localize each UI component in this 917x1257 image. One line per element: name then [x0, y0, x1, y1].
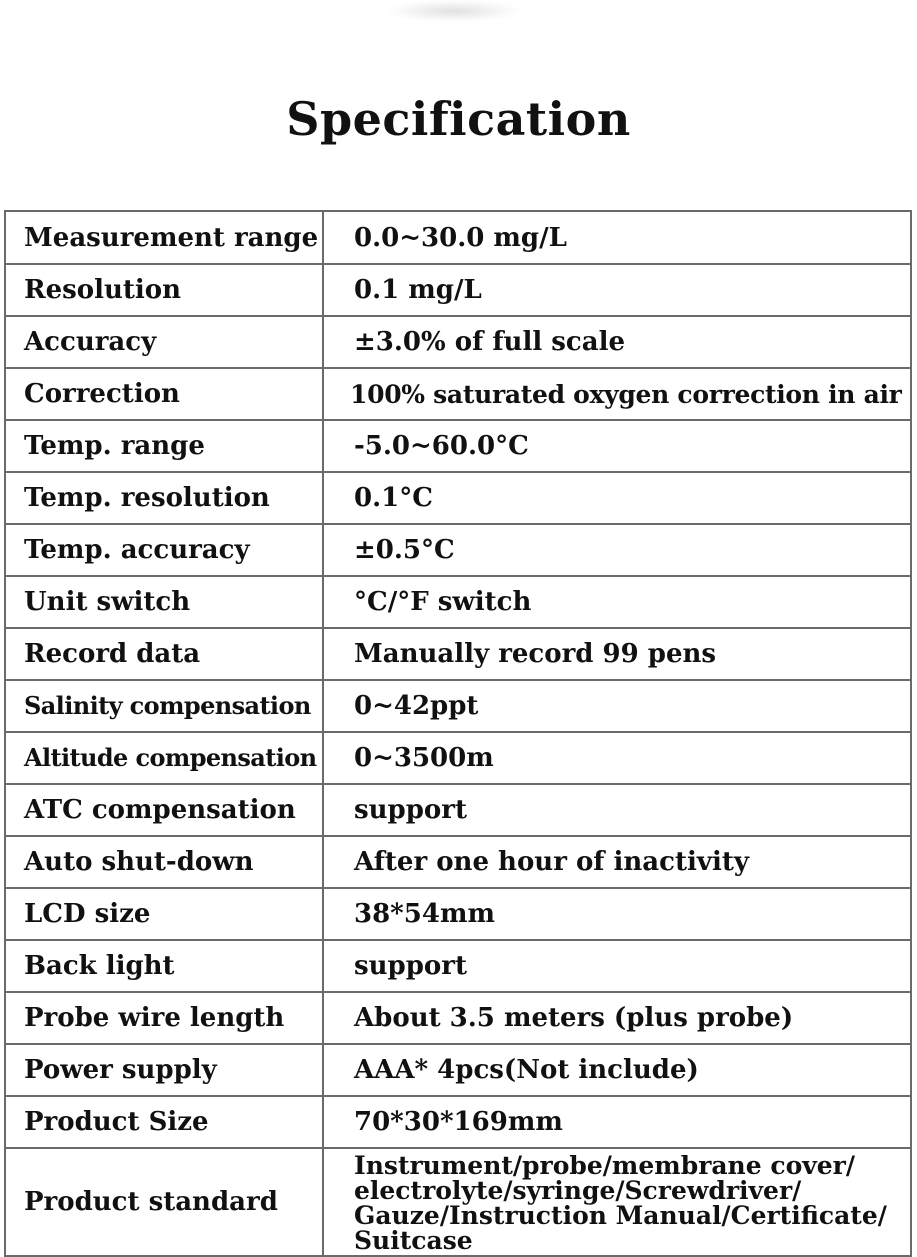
- spec-label: Correction: [5, 368, 323, 420]
- spec-value: After one hour of inactivity: [323, 836, 911, 888]
- spec-label: Resolution: [5, 264, 323, 316]
- spec-value: About 3.5 meters (plus probe): [323, 992, 911, 1044]
- spec-row-accuracy: [5, 316, 911, 368]
- spec-value: 38*54mm: [323, 888, 911, 940]
- spec-label: Product standard: [5, 1148, 323, 1256]
- spec-value: Manually record 99 pens: [323, 628, 911, 680]
- spec-value: 70*30*169mm: [323, 1096, 911, 1148]
- spec-value: support: [323, 784, 911, 836]
- spec-label: Record data: [5, 628, 323, 680]
- spec-label: Product Size: [5, 1096, 323, 1148]
- spec-label: Salinity compensation: [5, 680, 323, 732]
- spec-row-lcd-size: [5, 888, 911, 940]
- spec-label: Temp. resolution: [5, 472, 323, 524]
- page-title: Specification: [286, 92, 631, 146]
- spec-row-back-light: [5, 940, 911, 992]
- spec-label: Accuracy: [5, 316, 323, 368]
- spec-row-record-data: [5, 628, 911, 680]
- spec-value: ±3.0% of full scale: [323, 316, 911, 368]
- spec-value: -5.0~60.0°C: [323, 420, 911, 472]
- spec-row-product-standard: [5, 1148, 911, 1256]
- spec-value: Instrument/probe/membrane cover/ electrolyte/syringe/Screwdriver/ Gauze/Instruction Manual/Certificate/ Suitcase: [323, 1148, 911, 1256]
- specification-table: [4, 210, 912, 1257]
- spec-label: Power supply: [5, 1044, 323, 1096]
- spec-value: 0~3500m: [323, 732, 911, 784]
- spec-value: 0.1 mg/L: [323, 264, 911, 316]
- spec-label: ATC compensation: [5, 784, 323, 836]
- top-shadow-decoration: [388, 0, 520, 22]
- spec-label: Temp. accuracy: [5, 524, 323, 576]
- spec-value: °C/°F switch: [323, 576, 911, 628]
- spec-value: 0.1°C: [323, 472, 911, 524]
- spec-row-temp-resolution: [5, 472, 911, 524]
- spec-label: Probe wire length: [5, 992, 323, 1044]
- spec-label: Temp. range: [5, 420, 323, 472]
- spec-row-atc-compensation: [5, 784, 911, 836]
- spec-row-measurement-range: [5, 211, 911, 264]
- spec-label: Measurement range: [5, 211, 323, 264]
- spec-row-unit-switch: [5, 576, 911, 628]
- spec-label: LCD size: [5, 888, 323, 940]
- spec-row-correction: [5, 368, 911, 420]
- spec-row-resolution: [5, 264, 911, 316]
- spec-row-temp-range: [5, 420, 911, 472]
- spec-label: Back light: [5, 940, 323, 992]
- spec-value: support: [323, 940, 911, 992]
- spec-label: Auto shut-down: [5, 836, 323, 888]
- spec-row-power-supply: [5, 1044, 911, 1096]
- spec-label: Altitude compensation: [5, 732, 323, 784]
- spec-row-auto-shut-down: [5, 836, 911, 888]
- spec-row-product-size: [5, 1096, 911, 1148]
- spec-value: 100% saturated oxygen correction in air: [323, 368, 911, 420]
- spec-value: 0.0~30.0 mg/L: [323, 211, 911, 264]
- spec-row-altitude-compensation: [5, 732, 911, 784]
- spec-row-salinity-compensation: [5, 680, 911, 732]
- spec-row-probe-wire-length: [5, 992, 911, 1044]
- spec-row-temp-accuracy: [5, 524, 911, 576]
- spec-value: ±0.5°C: [323, 524, 911, 576]
- spec-label: Unit switch: [5, 576, 323, 628]
- spec-value: AAA* 4pcs(Not include): [323, 1044, 911, 1096]
- spec-value: 0~42ppt: [323, 680, 911, 732]
